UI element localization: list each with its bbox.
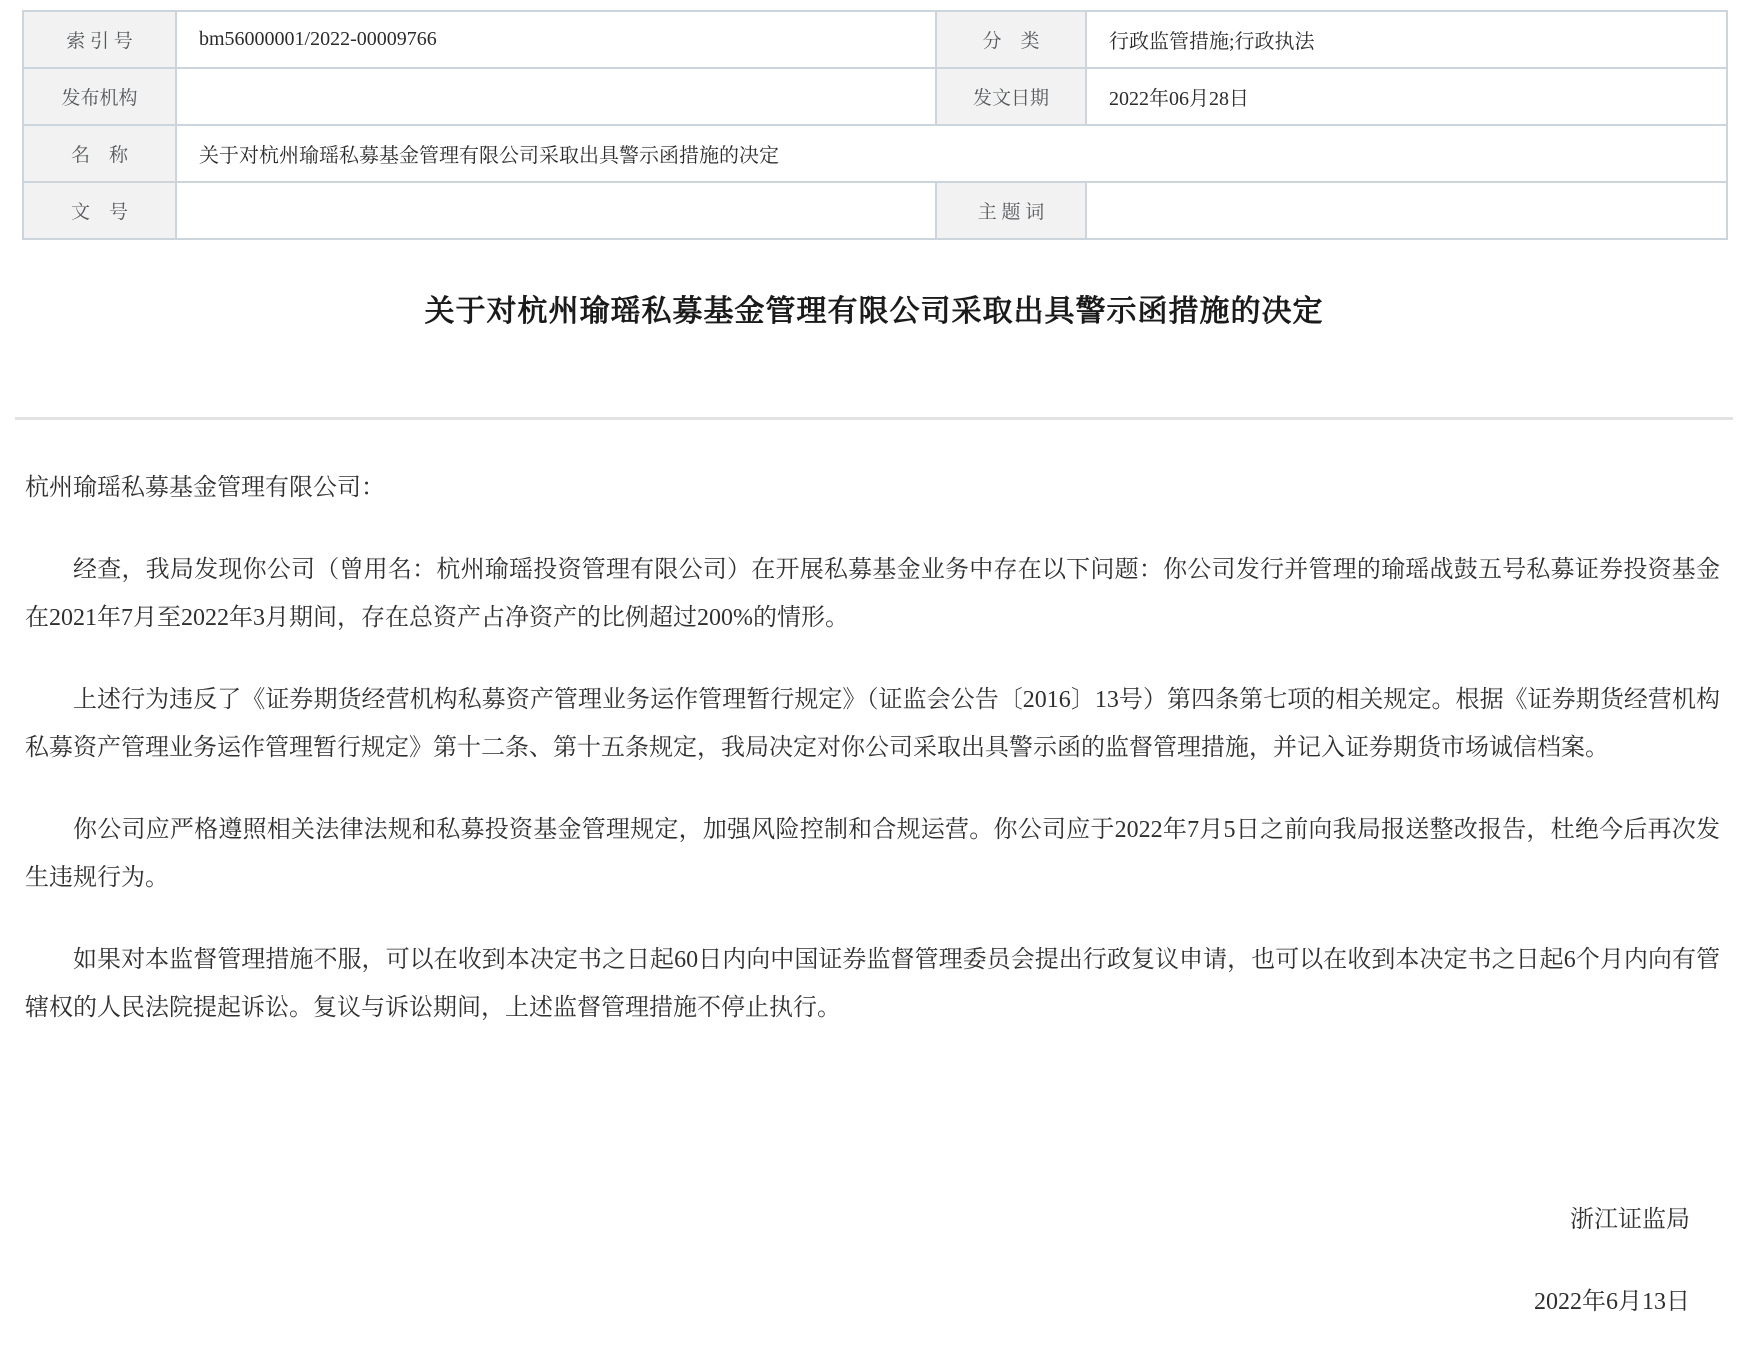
meta-value-name: 关于对杭州瑜瑶私募基金管理有限公司采取出具警示函措施的决定 — [176, 125, 1727, 182]
meta-label-category: 分 类 — [936, 11, 1086, 68]
signature-agency: 浙江证监局 — [1570, 1207, 1690, 1233]
meta-value-category: 行政监管措施;行政执法 — [1086, 11, 1727, 68]
meta-value-issuing-agency — [176, 68, 936, 125]
document-body — [25, 464, 1720, 1326]
paragraph-requirements: 你公司应严格遵照相关法律法规和私募投资基金管理规定，加强风险控制和合规运营。你公司应于2022年7月5日之前向我局报送整改报告，杜绝今后再次发生违规行为。 — [25, 817, 1720, 891]
meta-value-keywords — [1086, 182, 1727, 239]
meta-row-name — [23, 125, 1727, 182]
meta-row-agency-date — [23, 68, 1727, 125]
document-meta-table — [22, 10, 1728, 240]
meta-label-issue-date: 发文日期 — [936, 68, 1086, 125]
meta-label-issuing-agency: 发布机构 — [23, 68, 176, 125]
meta-value-index-number: bm56000001/2022-00009766 — [176, 11, 936, 68]
meta-label-document-number: 文 号 — [23, 182, 176, 239]
signature-date: 2022年6月13日 — [1534, 1289, 1690, 1315]
meta-row-docnumber-keywords — [23, 182, 1727, 239]
document-title: 关于对杭州瑜瑶私募基金管理有限公司采取出具警示函措施的决定 — [424, 295, 1324, 328]
meta-label-index-number: 索 引 号 — [23, 11, 176, 68]
meta-value-document-number — [176, 182, 936, 239]
meta-value-issue-date: 2022年06月28日 — [1086, 68, 1727, 125]
title-divider — [15, 417, 1733, 420]
salutation: 杭州瑜瑶私募基金管理有限公司： — [25, 475, 385, 501]
meta-label-name: 名 称 — [23, 125, 176, 182]
paragraph-findings: 经查，我局发现你公司（曾用名：杭州瑜瑶投资管理有限公司）在开展私募基金业务中存在以下问题：你公司发行并管理的瑜瑶战鼓五号私募证券投资基金在2021年7月至2022年3月期间，存在总资产占净资产的比例超过200%的情形。 — [25, 557, 1720, 631]
meta-row-index — [23, 11, 1727, 68]
paragraph-violation: 上述行为违反了《证券期货经营机构私募资产管理业务运作管理暂行规定》（证监会公告〔2016〕13号）第四条第七项的相关规定。根据《证券期货经营机构私募资产管理业务运作管理暂行规定》第十二条、第十五条规定，我局决定对你公司采取出具警示函的监督管理措施，并记入证券期货市场诚信档案。 — [25, 687, 1720, 761]
signature-block — [25, 1196, 1690, 1326]
paragraph-appeal-rights: 如果对本监督管理措施不服，可以在收到本决定书之日起60日内向中国证券监督管理委员会提出行政复议申请，也可以在收到本决定书之日起6个月内向有管辖权的人民法院提起诉讼。复议与诉讼期间，上述监督管理措施不停止执行。 — [25, 947, 1720, 1021]
meta-label-keywords: 主 题 词 — [936, 182, 1086, 239]
